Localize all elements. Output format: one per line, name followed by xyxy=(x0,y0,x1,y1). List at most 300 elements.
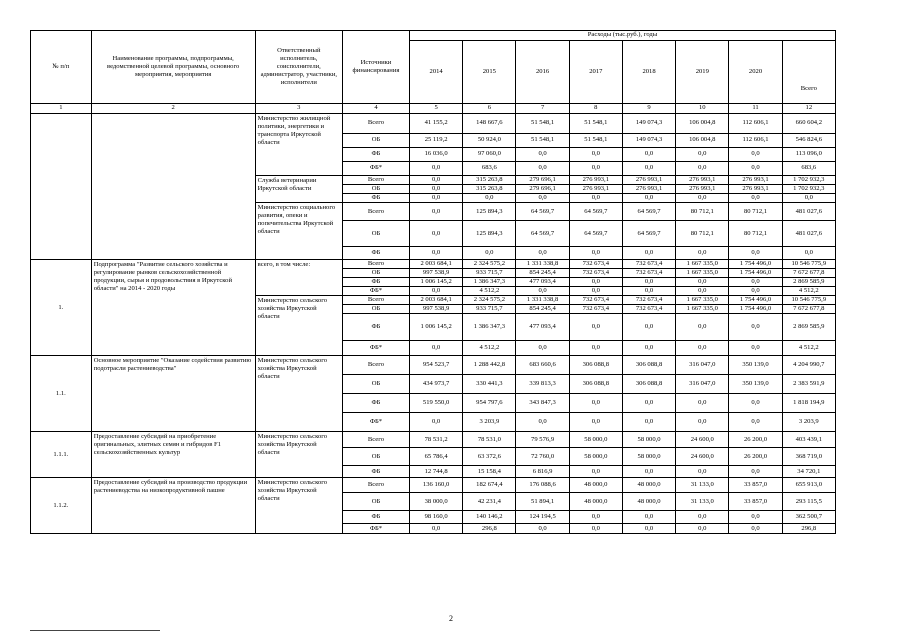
item-number: 1.1. xyxy=(31,356,92,432)
amount-cell: 176 088,6 xyxy=(516,478,569,493)
funding-source: ФБ xyxy=(342,194,409,203)
program-name: Предоставление субсидий на приобретение оригинальных, элитных семян и гибридов F1 сельскохозяйственных культур xyxy=(91,432,255,478)
amount-cell: 15 158,4 xyxy=(463,466,516,478)
amount-cell: 0,0 xyxy=(569,278,622,287)
amount-cell: 276 993,1 xyxy=(676,176,729,185)
amount-cell: 276 993,1 xyxy=(676,185,729,194)
amount-cell: 0,0 xyxy=(463,194,516,203)
amount-cell: 732 673,4 xyxy=(569,260,622,269)
amount-cell: 1 288 442,8 xyxy=(463,356,516,375)
column-number-row xyxy=(31,104,836,114)
amount-cell: 0,0 xyxy=(676,341,729,356)
amount-cell: 477 093,4 xyxy=(516,314,569,341)
amount-cell: 124 194,5 xyxy=(516,511,569,524)
funding-source: Всего xyxy=(342,432,409,448)
responsible-executor: Министерство сельского хозяйства Иркутской области xyxy=(255,356,342,432)
amount-cell: 732 673,4 xyxy=(569,305,622,314)
funding-source: ОБ xyxy=(342,305,409,314)
total-cell: 293 115,5 xyxy=(782,493,835,511)
amount-cell: 33 857,0 xyxy=(729,478,782,493)
header-program-name: Наименование программы, подпрограммы, ведомственной целевой программы, основного мероприятия, мероприятия xyxy=(91,31,255,104)
amount-cell: 125 894,3 xyxy=(463,221,516,247)
total-cell: 1 702 932,3 xyxy=(782,185,835,194)
funding-source: Всего xyxy=(342,296,409,305)
amount-cell: 149 074,3 xyxy=(622,134,675,148)
amount-cell: 0,0 xyxy=(676,247,729,260)
funding-source: Всего xyxy=(342,203,409,221)
amount-cell: 0,0 xyxy=(729,194,782,203)
column-number: 10 xyxy=(676,104,729,114)
amount-cell: 24 600,0 xyxy=(676,448,729,466)
amount-cell: 0,0 xyxy=(622,524,675,534)
amount-cell: 683 660,6 xyxy=(516,356,569,375)
amount-cell: 58 000,0 xyxy=(622,432,675,448)
total-cell: 0,0 xyxy=(782,247,835,260)
amount-cell: 854 245,4 xyxy=(516,305,569,314)
amount-cell: 182 674,4 xyxy=(463,478,516,493)
item-number: 1.1.2. xyxy=(31,478,92,534)
amount-cell: 64 569,7 xyxy=(569,221,622,247)
amount-cell: 276 993,1 xyxy=(729,185,782,194)
column-number: 12 xyxy=(782,104,835,114)
amount-cell: 0,0 xyxy=(676,278,729,287)
total-cell: 362 500,7 xyxy=(782,511,835,524)
amount-cell: 26 200,0 xyxy=(729,448,782,466)
amount-cell: 0,0 xyxy=(729,148,782,162)
total-cell: 546 824,6 xyxy=(782,134,835,148)
amount-cell: 330 441,3 xyxy=(463,375,516,394)
amount-cell: 1 006 145,2 xyxy=(410,278,463,287)
amount-cell: 0,0 xyxy=(729,413,782,432)
responsible-executor: всего, в том числе: xyxy=(255,260,342,296)
amount-cell: 125 894,3 xyxy=(463,203,516,221)
amount-cell: 78 531,0 xyxy=(463,432,516,448)
amount-cell: 0,0 xyxy=(410,176,463,185)
column-number: 1 xyxy=(31,104,92,114)
total-cell: 10 546 775,9 xyxy=(782,260,835,269)
amount-cell: 339 813,3 xyxy=(516,375,569,394)
amount-cell: 0,0 xyxy=(676,466,729,478)
amount-cell: 0,0 xyxy=(410,287,463,296)
table-row xyxy=(31,260,836,269)
amount-cell: 0,0 xyxy=(676,394,729,413)
amount-cell: 0,0 xyxy=(622,148,675,162)
amount-cell: 0,0 xyxy=(729,162,782,176)
column-number: 2 xyxy=(91,104,255,114)
total-cell: 1 818 194,9 xyxy=(782,394,835,413)
amount-cell: 276 993,1 xyxy=(569,176,622,185)
amount-cell: 997 538,9 xyxy=(410,305,463,314)
amount-cell: 48 000,0 xyxy=(622,493,675,511)
amount-cell: 0,0 xyxy=(410,221,463,247)
amount-cell: 0,0 xyxy=(569,287,622,296)
total-cell: 660 604,2 xyxy=(782,114,835,134)
amount-cell: 51 548,1 xyxy=(516,114,569,134)
amount-cell: 0,0 xyxy=(569,341,622,356)
amount-cell: 0,0 xyxy=(729,314,782,341)
amount-cell: 0,0 xyxy=(410,413,463,432)
amount-cell: 64 569,7 xyxy=(516,203,569,221)
amount-cell: 1 754 496,0 xyxy=(729,305,782,314)
amount-cell: 0,0 xyxy=(516,524,569,534)
amount-cell: 0,0 xyxy=(729,341,782,356)
funding-source: ФБ xyxy=(342,394,409,413)
amount-cell: 732 673,4 xyxy=(622,296,675,305)
amount-cell: 0,0 xyxy=(569,511,622,524)
amount-cell: 316 047,0 xyxy=(676,356,729,375)
total-cell: 2 383 591,9 xyxy=(782,375,835,394)
amount-cell: 50 924,0 xyxy=(463,134,516,148)
funding-source: ФБ* xyxy=(342,341,409,356)
total-cell: 7 672 677,8 xyxy=(782,305,835,314)
amount-cell: 0,0 xyxy=(676,524,729,534)
funding-source: ФБ xyxy=(342,511,409,524)
amount-cell: 1 331 338,8 xyxy=(516,260,569,269)
table-body xyxy=(31,114,836,534)
amount-cell: 0,0 xyxy=(729,278,782,287)
amount-cell: 64 569,7 xyxy=(516,221,569,247)
amount-cell: 38 000,0 xyxy=(410,493,463,511)
amount-cell: 48 000,0 xyxy=(569,493,622,511)
amount-cell: 0,0 xyxy=(622,413,675,432)
amount-cell: 0,0 xyxy=(516,287,569,296)
amount-cell: 64 569,7 xyxy=(569,203,622,221)
amount-cell: 6 816,9 xyxy=(516,466,569,478)
amount-cell: 0,0 xyxy=(410,185,463,194)
amount-cell: 1 331 338,8 xyxy=(516,296,569,305)
funding-source: ФБ xyxy=(342,247,409,260)
item-number: 1.1.1. xyxy=(31,432,92,478)
amount-cell: 0,0 xyxy=(622,511,675,524)
program-name: Предоставление субсидий на производство продукции растениеводства на низкопродуктивной пашне xyxy=(91,478,255,534)
amount-cell: 0,0 xyxy=(622,162,675,176)
header-responsible: Ответственный исполнитель, соисполнители, администратор, участники, исполнители xyxy=(255,31,342,104)
total-cell: 3 203,9 xyxy=(782,413,835,432)
amount-cell: 48 000,0 xyxy=(622,478,675,493)
amount-cell: 683,6 xyxy=(463,162,516,176)
budget-table xyxy=(30,30,836,534)
funding-source: ОБ xyxy=(342,185,409,194)
amount-cell: 0,0 xyxy=(676,162,729,176)
amount-cell: 0,0 xyxy=(410,203,463,221)
header-spending: Расходы (тыс.руб.), годы xyxy=(410,31,836,41)
amount-cell: 0,0 xyxy=(410,524,463,534)
amount-cell: 0,0 xyxy=(516,413,569,432)
column-number: 8 xyxy=(569,104,622,114)
amount-cell: 0,0 xyxy=(622,287,675,296)
table-row xyxy=(31,356,836,375)
total-cell: 655 913,0 xyxy=(782,478,835,493)
amount-cell: 0,0 xyxy=(569,394,622,413)
amount-cell: 732 673,4 xyxy=(622,305,675,314)
total-cell: 4 204 990,7 xyxy=(782,356,835,375)
amount-cell: 1 006 145,2 xyxy=(410,314,463,341)
responsible-executor: Министерство социального развития, опеки и попечительства Иркутской области xyxy=(255,203,342,260)
funding-source: Всего xyxy=(342,176,409,185)
amount-cell: 0,0 xyxy=(516,341,569,356)
item-number: 1. xyxy=(31,260,92,356)
amount-cell: 148 667,6 xyxy=(463,114,516,134)
total-cell: 113 096,0 xyxy=(782,148,835,162)
amount-cell: 0,0 xyxy=(410,162,463,176)
amount-cell: 16 036,0 xyxy=(410,148,463,162)
amount-cell: 26 200,0 xyxy=(729,432,782,448)
amount-cell: 0,0 xyxy=(676,511,729,524)
amount-cell: 33 857,0 xyxy=(729,493,782,511)
amount-cell: 0,0 xyxy=(410,247,463,260)
amount-cell: 0,0 xyxy=(676,194,729,203)
table-row xyxy=(31,114,836,134)
column-number: 7 xyxy=(516,104,569,114)
amount-cell: 112 606,1 xyxy=(729,134,782,148)
funding-source: ФБ* xyxy=(342,413,409,432)
amount-cell: 0,0 xyxy=(569,413,622,432)
amount-cell: 1 667 335,0 xyxy=(676,260,729,269)
amount-cell: 933 715,7 xyxy=(463,269,516,278)
header-year-2017: 2017 xyxy=(569,41,622,104)
amount-cell: 65 786,4 xyxy=(410,448,463,466)
header-no: № п/п xyxy=(31,31,92,104)
amount-cell: 4 512,2 xyxy=(463,341,516,356)
amount-cell: 0,0 xyxy=(569,148,622,162)
amount-cell: 477 093,4 xyxy=(516,278,569,287)
total-cell: 0,0 xyxy=(782,194,835,203)
amount-cell: 0,0 xyxy=(410,341,463,356)
amount-cell: 0,0 xyxy=(569,194,622,203)
amount-cell: 140 146,2 xyxy=(463,511,516,524)
amount-cell: 2 003 684,1 xyxy=(410,260,463,269)
total-cell: 2 869 585,9 xyxy=(782,278,835,287)
bottom-rule xyxy=(30,630,160,631)
amount-cell: 0,0 xyxy=(569,314,622,341)
column-number: 9 xyxy=(622,104,675,114)
funding-source: ФБ xyxy=(342,278,409,287)
amount-cell: 0,0 xyxy=(516,247,569,260)
amount-cell: 80 712,1 xyxy=(729,221,782,247)
amount-cell: 25 119,2 xyxy=(410,134,463,148)
program-name: Основное мероприятие "Оказание содействия развитию подотрасли растениеводства" xyxy=(91,356,255,432)
amount-cell: 0,0 xyxy=(676,314,729,341)
total-cell: 1 702 932,3 xyxy=(782,176,835,185)
responsible-executor: Министерство сельского хозяйства Иркутской области xyxy=(255,432,342,478)
amount-cell: 0,0 xyxy=(622,247,675,260)
amount-cell: 0,0 xyxy=(410,194,463,203)
amount-cell: 58 000,0 xyxy=(622,448,675,466)
amount-cell: 1 667 335,0 xyxy=(676,296,729,305)
amount-cell: 106 004,8 xyxy=(676,134,729,148)
column-number: 5 xyxy=(410,104,463,114)
amount-cell: 0,0 xyxy=(516,148,569,162)
amount-cell: 63 372,6 xyxy=(463,448,516,466)
funding-source: ОБ xyxy=(342,375,409,394)
responsible-executor: Министерство сельского хозяйства Иркутской области xyxy=(255,296,342,356)
amount-cell: 58 000,0 xyxy=(569,432,622,448)
amount-cell: 306 088,8 xyxy=(569,356,622,375)
funding-source: ОБ xyxy=(342,134,409,148)
amount-cell: 279 696,1 xyxy=(516,176,569,185)
funding-source: ОБ xyxy=(342,448,409,466)
amount-cell: 0,0 xyxy=(622,466,675,478)
amount-cell: 80 712,1 xyxy=(676,203,729,221)
amount-cell: 58 000,0 xyxy=(569,448,622,466)
amount-cell: 1 754 496,0 xyxy=(729,269,782,278)
total-cell: 403 439,1 xyxy=(782,432,835,448)
header-year-2016: 2016 xyxy=(516,41,569,104)
funding-source: ОБ xyxy=(342,269,409,278)
amount-cell: 0,0 xyxy=(569,466,622,478)
amount-cell: 51 548,1 xyxy=(516,134,569,148)
amount-cell: 276 993,1 xyxy=(569,185,622,194)
amount-cell: 0,0 xyxy=(676,287,729,296)
responsible-executor: Служба ветеринарии Иркутской области xyxy=(255,176,342,203)
amount-cell: 732 673,4 xyxy=(622,260,675,269)
amount-cell: 1 754 496,0 xyxy=(729,296,782,305)
header-year-2019: 2019 xyxy=(676,41,729,104)
amount-cell: 315 263,8 xyxy=(463,176,516,185)
amount-cell: 0,0 xyxy=(516,194,569,203)
column-number: 11 xyxy=(729,104,782,114)
amount-cell: 0,0 xyxy=(569,162,622,176)
amount-cell: 296,8 xyxy=(463,524,516,534)
amount-cell: 0,0 xyxy=(569,524,622,534)
total-cell: 368 719,0 xyxy=(782,448,835,466)
table-row xyxy=(31,432,836,448)
amount-cell: 997 538,9 xyxy=(410,269,463,278)
funding-source: Всего xyxy=(342,356,409,375)
amount-cell: 306 088,8 xyxy=(622,375,675,394)
amount-cell: 0,0 xyxy=(676,148,729,162)
amount-cell: 732 673,4 xyxy=(569,269,622,278)
funding-source: ФБ* xyxy=(342,524,409,534)
amount-cell: 350 139,0 xyxy=(729,375,782,394)
amount-cell: 343 847,3 xyxy=(516,394,569,413)
column-number: 3 xyxy=(255,104,342,114)
amount-cell: 72 760,0 xyxy=(516,448,569,466)
amount-cell: 954 523,7 xyxy=(410,356,463,375)
table-row xyxy=(31,478,836,493)
amount-cell: 64 569,7 xyxy=(622,221,675,247)
total-cell: 4 512,2 xyxy=(782,341,835,356)
page-number: 2 xyxy=(449,614,453,623)
header-year-2018: 2018 xyxy=(622,41,675,104)
amount-cell: 51 894,1 xyxy=(516,493,569,511)
amount-cell: 0,0 xyxy=(622,194,675,203)
amount-cell: 51 548,1 xyxy=(569,114,622,134)
total-cell: 296,8 xyxy=(782,524,835,534)
amount-cell: 276 993,1 xyxy=(622,185,675,194)
responsible-executor: Министерство сельского хозяйства Иркутской области xyxy=(255,478,342,534)
item-number xyxy=(31,114,92,260)
amount-cell: 24 600,0 xyxy=(676,432,729,448)
funding-source: Всего xyxy=(342,260,409,269)
amount-cell: 1 386 347,3 xyxy=(463,314,516,341)
amount-cell: 0,0 xyxy=(729,524,782,534)
header-year-2020: 2020 xyxy=(729,41,782,104)
funding-source: Всего xyxy=(342,478,409,493)
amount-cell: 315 263,8 xyxy=(463,185,516,194)
amount-cell: 732 673,4 xyxy=(622,269,675,278)
amount-cell: 4 512,2 xyxy=(463,287,516,296)
funding-source: Всего xyxy=(342,114,409,134)
amount-cell: 0,0 xyxy=(729,466,782,478)
header-total: Всего xyxy=(782,41,835,104)
amount-cell: 933 715,7 xyxy=(463,305,516,314)
amount-cell: 106 004,8 xyxy=(676,114,729,134)
amount-cell: 48 000,0 xyxy=(569,478,622,493)
funding-source: ФБ* xyxy=(342,287,409,296)
amount-cell: 41 155,2 xyxy=(410,114,463,134)
amount-cell: 12 744,8 xyxy=(410,466,463,478)
header-year-2015: 2015 xyxy=(463,41,516,104)
amount-cell: 0,0 xyxy=(729,247,782,260)
amount-cell: 0,0 xyxy=(676,413,729,432)
amount-cell: 0,0 xyxy=(729,394,782,413)
total-cell: 683,6 xyxy=(782,162,835,176)
program-name xyxy=(91,114,255,260)
amount-cell: 0,0 xyxy=(729,287,782,296)
amount-cell: 80 712,1 xyxy=(729,203,782,221)
amount-cell: 1 386 347,3 xyxy=(463,278,516,287)
amount-cell: 306 088,8 xyxy=(569,375,622,394)
header-year-2014: 2014 xyxy=(410,41,463,104)
amount-cell: 2 324 575,2 xyxy=(463,260,516,269)
amount-cell: 854 245,4 xyxy=(516,269,569,278)
amount-cell: 0,0 xyxy=(569,247,622,260)
amount-cell: 78 531,2 xyxy=(410,432,463,448)
amount-cell: 276 993,1 xyxy=(622,176,675,185)
funding-source: ФБ xyxy=(342,314,409,341)
amount-cell: 80 712,1 xyxy=(676,221,729,247)
amount-cell: 64 569,7 xyxy=(622,203,675,221)
amount-cell: 0,0 xyxy=(622,341,675,356)
amount-cell: 1 754 496,0 xyxy=(729,260,782,269)
column-number: 4 xyxy=(342,104,409,114)
amount-cell: 0,0 xyxy=(729,511,782,524)
responsible-executor: Министерство жилищной политики, энергетики и транспорта Иркутской области xyxy=(255,114,342,176)
amount-cell: 31 133,0 xyxy=(676,493,729,511)
total-cell: 2 869 585,9 xyxy=(782,314,835,341)
amount-cell: 279 696,1 xyxy=(516,185,569,194)
funding-source: ФБ* xyxy=(342,162,409,176)
amount-cell: 732 673,4 xyxy=(569,296,622,305)
amount-cell: 79 576,9 xyxy=(516,432,569,448)
amount-cell: 1 667 335,0 xyxy=(676,269,729,278)
amount-cell: 31 133,0 xyxy=(676,478,729,493)
amount-cell: 42 231,4 xyxy=(463,493,516,511)
amount-cell: 2 003 684,1 xyxy=(410,296,463,305)
amount-cell: 51 548,1 xyxy=(569,134,622,148)
amount-cell: 1 667 335,0 xyxy=(676,305,729,314)
amount-cell: 350 139,0 xyxy=(729,356,782,375)
amount-cell: 316 047,0 xyxy=(676,375,729,394)
amount-cell: 0,0 xyxy=(622,314,675,341)
total-cell: 4 512,2 xyxy=(782,287,835,296)
amount-cell: 519 550,0 xyxy=(410,394,463,413)
funding-source: ОБ xyxy=(342,221,409,247)
amount-cell: 2 324 575,2 xyxy=(463,296,516,305)
amount-cell: 3 203,9 xyxy=(463,413,516,432)
funding-source: ОБ xyxy=(342,493,409,511)
amount-cell: 136 160,0 xyxy=(410,478,463,493)
amount-cell: 276 993,1 xyxy=(729,176,782,185)
amount-cell: 434 973,7 xyxy=(410,375,463,394)
total-cell: 7 672 677,8 xyxy=(782,269,835,278)
amount-cell: 306 088,8 xyxy=(622,356,675,375)
total-cell: 481 027,6 xyxy=(782,221,835,247)
amount-cell: 98 160,0 xyxy=(410,511,463,524)
header-sources: Источники финансирования xyxy=(342,31,409,104)
column-number: 6 xyxy=(463,104,516,114)
